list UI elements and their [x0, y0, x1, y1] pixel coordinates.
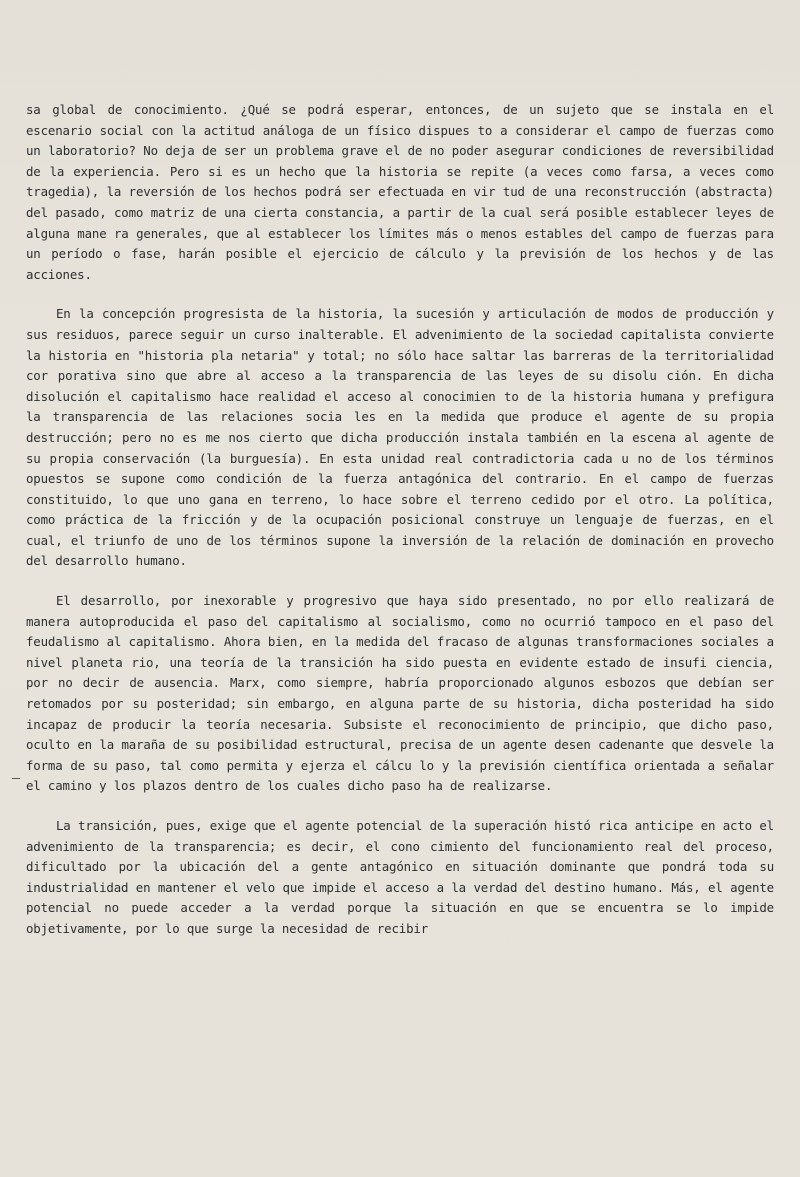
text-block [26, 100, 774, 940]
paragraph-2: En la concepción progresista de la historia, la sucesión y articulación de modos de producción y sus residuos, parece seguir un curso inalterable. El advenimiento de la sociedad capitalista convierte la historia en "historia pla netaria" y total; no sólo hace saltar las barreras de la territorialidad cor porativa sino que abre al acceso a la transparencia de las leyes de su disolu ción. En dicha disolución el capitalismo hace realidad el acceso al conocimien to de la historia humana y prefigura la transparencia de las relaciones socia les en la medida que produce el agente de su propia destrucción; pero no es me nos cierto que dicha producción instala también en la escena al agente de su propia conservación (la burguesía). En esta unidad real contradictoria cada u no de los términos opuestos se supone como condición de la fuerza antagónica del contrario. En el campo de fuerzas constituido, lo que uno gana en terreno, lo hace sobre el terreno cedido por el otro. La política, como práctica de la fricción y de la ocupación posicional construye un lenguaje de fuerzas, en el cual, el triunfo de uno de los términos supone la inversión de la relación de dominación en provecho del desarrollo humano. [26, 306, 774, 569]
paragraph-3: El desarrollo, por inexorable y progresivo que haya sido presentado, no por ello realizará de manera autoproducida el paso del capitalismo al socialismo, como no ocurrió tampoco en el paso del feudalismo al capitalismo. Ahora bien, en la medida del fracaso de algunas transformaciones sociales a nivel planeta rio, una teoría de la transición ha sido puesta en evidente estado de insufi ciencia, por no decir de ausencia. Marx, como siempre, habría proporcionado algunos esbozos que debían ser retomados por su posteridad; sin embargo, en alguna parte de su historia, dicha posteridad ha sido incapaz de producir la teoría necesaria. Subsiste el reconocimiento de principio, que dicho paso, oculto en la maraña de su posibilidad estructural, precisa de un agente desen cadenante que desvele la forma de su paso, tal como permita y ejerza el cálcu lo y la previsión científica orientada a señalar el camino y los plazos dentro de los cuales dicho paso ha de realizarse. [26, 593, 774, 794]
paragraph-1: sa global de conocimiento. ¿Qué se podrá esperar, entonces, de un sujeto que se instala en el escenario social con la actitud análoga de un físico dispues to a considerar el campo de fuerzas como un laboratorio? No deja de ser un problema grave el de no poder asegurar condiciones de reversibilidad de la experiencia. Pero si es un hecho que la historia se repite (a veces como farsa, a veces como tragedia), la reversión de los hechos podrá ser efectuada en vir tud de una reconstrucción (abstracta) del pasado, como matriz de una cierta constancia, a partir de la cual será posible establecer leyes de alguna mane ra generales, que al establecer los límites más o menos estables del campo de fuerzas para un período o fase, harán posible el ejercicio de cálculo y la previsión de los hechos y de las acciones. [26, 102, 774, 282]
paragraph-4: La transición, pues, exige que el agente potencial de la superación histó rica anticipe en acto el advenimiento de la transparencia; es decir, el cono cimiento del funcionamiento real del proceso, dificultado por la ubicación del a gente antagónico en situación dominante que pondrá toda su industrialidad en mantener el velo que impide el acceso a la verdad del destino humano. Más, el agente potencial no puede acceder a la verdad porque la situación en que se encuentra se lo impide objetivamente, por lo que surge la necesidad de recibir [26, 818, 774, 936]
margin-mark [12, 778, 20, 779]
